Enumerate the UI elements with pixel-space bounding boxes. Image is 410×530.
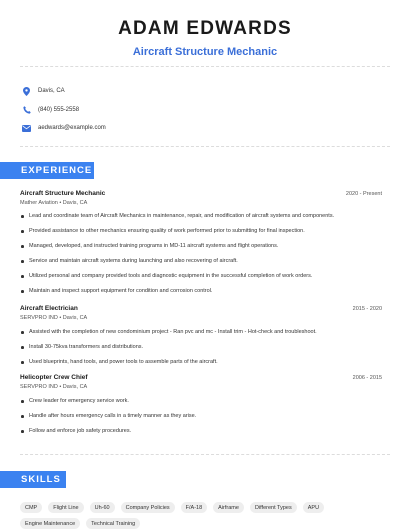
job-entry	[20, 305, 382, 366]
contact-location-text: Davis, CA	[38, 88, 65, 95]
phone-icon	[22, 105, 31, 114]
skill-tag: Airframe	[213, 502, 244, 513]
skill-tag: Engine Maintenance	[20, 518, 80, 529]
bullet-item: Follow and enforce job safety procedures.	[20, 428, 382, 435]
experience-section-heading: EXPERIENCE	[0, 162, 94, 179]
skill-tag: Company Policies	[121, 502, 175, 513]
job-dates: 2020 - Present	[345, 191, 382, 197]
bullet-item: Install 30-75kva transformers and distributions.	[20, 344, 382, 351]
skill-tag: Technical Training	[86, 518, 140, 529]
job-company: SERVPRO IND • Davis, CA	[20, 315, 88, 321]
bullet-item: Managed, developed, and instructed training programs in MD-11 aircraft systems and flight operations.	[20, 243, 382, 250]
contact-email	[22, 119, 106, 138]
job-company: SERVPRO IND • Davis, CA	[20, 384, 88, 390]
candidate-name: ADAM EDWARDS	[118, 18, 292, 39]
job-company: Mather Aviation • Davis, CA	[20, 200, 88, 206]
bullet-item: Used blueprints, hand tools, and power tools to assemble parts of the aircraft.	[20, 359, 382, 366]
bullet-item: Utilized personal and company provided tools and diagnostic equipment in the successful completion of work orders.	[20, 273, 382, 280]
job-title: Aircraft Electrician	[20, 305, 78, 312]
email-icon	[22, 124, 31, 133]
job-bullets	[20, 329, 382, 366]
bullet-item: Crew leader for emergency service work.	[20, 398, 382, 405]
location-pin-icon	[22, 87, 31, 96]
bullet-item: Service and maintain aircraft systems during launching and also recovering of aircraft.	[20, 258, 382, 265]
bullet-item: Provided assistance to other mechanics ensuring quality of work performed prior to submitting for final inspection.	[20, 228, 382, 235]
job-title: Aircraft Structure Mechanic	[20, 190, 106, 197]
contact-phone-text: (840) 555-2558	[38, 106, 80, 113]
skill-tag: Flight Line	[48, 502, 83, 513]
skill-tag: CMP	[20, 502, 42, 513]
candidate-role: Aircraft Structure Mechanic	[132, 46, 278, 58]
bullet-item: Maintain and inspect support equipment for condition and corrosion control.	[20, 288, 382, 295]
skill-tag: Different Types	[250, 502, 297, 513]
experience-divider	[20, 454, 390, 455]
resume-header	[0, 18, 410, 59]
contact-phone	[22, 101, 106, 120]
job-entry	[20, 374, 382, 435]
job-entry	[20, 190, 382, 295]
skill-tag: APU	[303, 502, 324, 513]
contact-info	[22, 82, 106, 138]
skills-list	[20, 502, 390, 529]
contact-email-text: aedwards@example.com	[38, 125, 106, 132]
job-title: Helicopter Crew Chief	[20, 374, 88, 381]
job-dates: 2015 - 2020	[352, 306, 382, 312]
bullet-item: Assisted with the completion of new condominium project - Ran pvc and mc - Install trim - Hot-check and troubleshoot.	[20, 329, 382, 336]
bullet-item: Lead and coordinate team of Aircraft Mechanics in maintenance, repair, and modification of aircraft systems and components.	[20, 213, 382, 220]
skill-tag: F/A-18	[181, 502, 208, 513]
bullet-item: Handle after hours emergency calls in a timely manner as they arise.	[20, 413, 382, 420]
job-bullets	[20, 213, 382, 295]
job-bullets	[20, 398, 382, 435]
skills-section-heading: SKILLS	[0, 471, 66, 488]
job-dates: 2006 - 2015	[352, 375, 382, 381]
header-divider	[20, 66, 390, 67]
contact-divider	[20, 146, 390, 147]
skill-tag: Uh-60	[90, 502, 115, 513]
contact-location	[22, 82, 106, 101]
